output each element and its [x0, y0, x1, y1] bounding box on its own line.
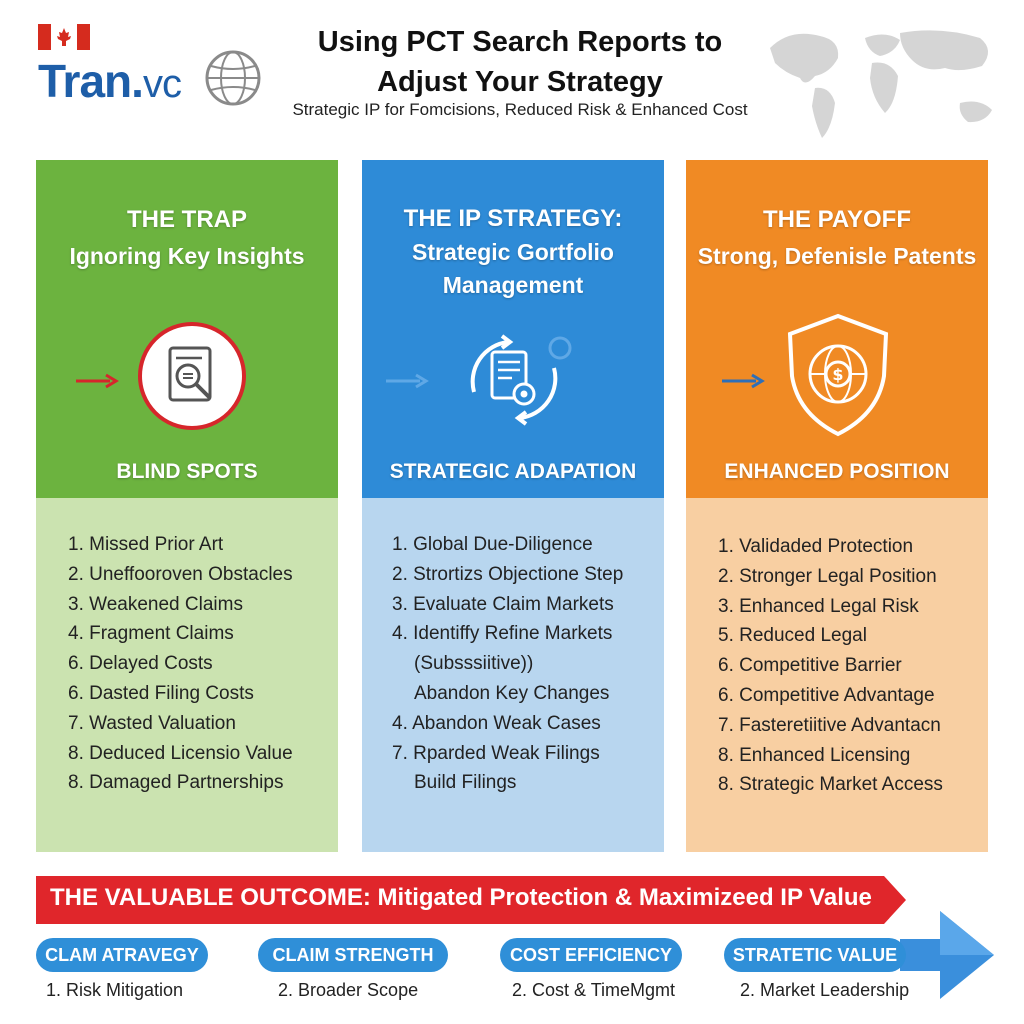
list-item: 7. Rparded Weak Filings	[392, 742, 600, 764]
column-section-title: ENHANCED POSITION	[724, 460, 950, 483]
list-item: 6. Delayed Costs	[68, 653, 213, 675]
page-title	[260, 22, 780, 102]
column-heading: THE IP STRATEGY:	[403, 205, 623, 232]
column-subheading: Ignoring Key Insights	[69, 243, 305, 269]
list-item: 3. Evaluate Claim Markets	[392, 593, 614, 615]
canada-flag-icon	[38, 24, 90, 50]
column-trap	[36, 160, 338, 852]
arrow-right-icon	[386, 373, 430, 389]
list-item: 1. Validaded Protection	[718, 536, 914, 557]
item-list	[392, 530, 623, 798]
list-item: 3. Weakened Claims	[68, 593, 243, 615]
brand-suffix: vc	[142, 62, 181, 106]
list-item: 4. Abandon Weak Cases	[392, 712, 601, 734]
column-strategy	[362, 160, 664, 852]
list-item: 5. Reduced Legal	[718, 625, 867, 647]
outcome-pill: CLAM ATRAVEGY	[36, 938, 208, 972]
outcome-banner-text	[50, 884, 872, 912]
list-item: 3. Enhanced Legal Risk	[718, 595, 919, 617]
list-item: 8. Deduced Licensio Value	[68, 742, 293, 764]
svg-text:$: $	[832, 365, 844, 384]
arrow-right-icon	[76, 373, 120, 389]
column-heading: THE TRAP	[127, 206, 247, 233]
list-item: 8. Strategic Market Access	[718, 774, 943, 796]
column-subheading: Strategic Gortfolio	[412, 239, 614, 265]
globe-icon	[203, 48, 263, 108]
list-item: 6. Competitive Barrier	[718, 655, 902, 677]
column-heading: THE PAYOFF	[762, 206, 912, 233]
list-item: 8. Damaged Partnerships	[68, 772, 284, 794]
list-item: (Subsssiitive))	[414, 653, 534, 675]
list-item: 2. Uneffooroven Obstacles	[68, 563, 293, 585]
big-arrow-right-icon	[900, 905, 1000, 1005]
list-item: 6. Competitive Advantage	[718, 684, 935, 706]
list-item: 8. Enhanced Licensing	[718, 744, 911, 766]
outcome-item: 2. Market Leadership	[740, 980, 910, 1000]
title-line-1: Using PCT Search Reports to	[317, 26, 723, 58]
arrow-right-icon	[722, 373, 766, 389]
banner-main-text: Mitigated Protection & Maximizeed IP Value	[377, 884, 872, 911]
list-item: 4. Identiffy Refine Markets	[392, 623, 613, 645]
outcome-pill: CLAIM STRENGTH	[258, 938, 448, 972]
list-item: 7. Fasteretiitive Advantacn	[718, 714, 941, 736]
list-item: 2. Stronger Legal Position	[718, 565, 937, 587]
outcome-pill: STRATETIC VALUE	[724, 938, 906, 972]
banner-prefix: THE VALUABLE OUTCOME:	[50, 884, 371, 911]
list-item: 7. Wasted Valuation	[68, 712, 236, 734]
item-list	[68, 530, 293, 798]
brand-main: Tran.	[38, 55, 143, 107]
list-item: 1. Global Due-Diligence	[392, 534, 593, 555]
outcome-pill: COST EFFICIENCY	[500, 938, 682, 972]
column-subheading: Strong, Defenisle Patents	[697, 243, 977, 269]
item-list	[718, 532, 943, 800]
outcome-item: 2. Cost & TimeMgmt	[512, 980, 676, 1000]
document-cycle-gear-icon	[452, 330, 576, 430]
column-subheading-2: Management	[442, 272, 584, 298]
list-item: 4. Fragment Claims	[68, 623, 234, 645]
list-item: 2. Strortizs Objectione Step	[392, 563, 624, 585]
world-map-icon	[760, 18, 1010, 148]
list-item: 1. Missed Prior Art	[68, 534, 224, 555]
list-item: Build Filings	[414, 772, 517, 794]
page-subtitle: Strategic IP for Fomcisions, Reduced Risk & Enhanced Cost	[292, 100, 748, 119]
column-section-title: BLIND SPOTS	[116, 460, 258, 483]
brand-name	[38, 54, 181, 108]
list-item: Abandon Key Changes	[414, 682, 610, 704]
shield-globe-dollar-icon	[778, 310, 898, 440]
column-section-title: STRATEGIC ADAPATION	[389, 460, 637, 483]
outcome-item: 2. Broader Scope	[278, 980, 419, 1000]
title-line-2: Adjust Your Strategy	[377, 66, 663, 98]
list-item: 6. Dasted Filing Costs	[68, 682, 254, 704]
document-magnifier-icon	[136, 320, 248, 432]
column-payoff	[686, 160, 988, 852]
outcome-item: 1. Risk Mitigation	[46, 980, 184, 1000]
